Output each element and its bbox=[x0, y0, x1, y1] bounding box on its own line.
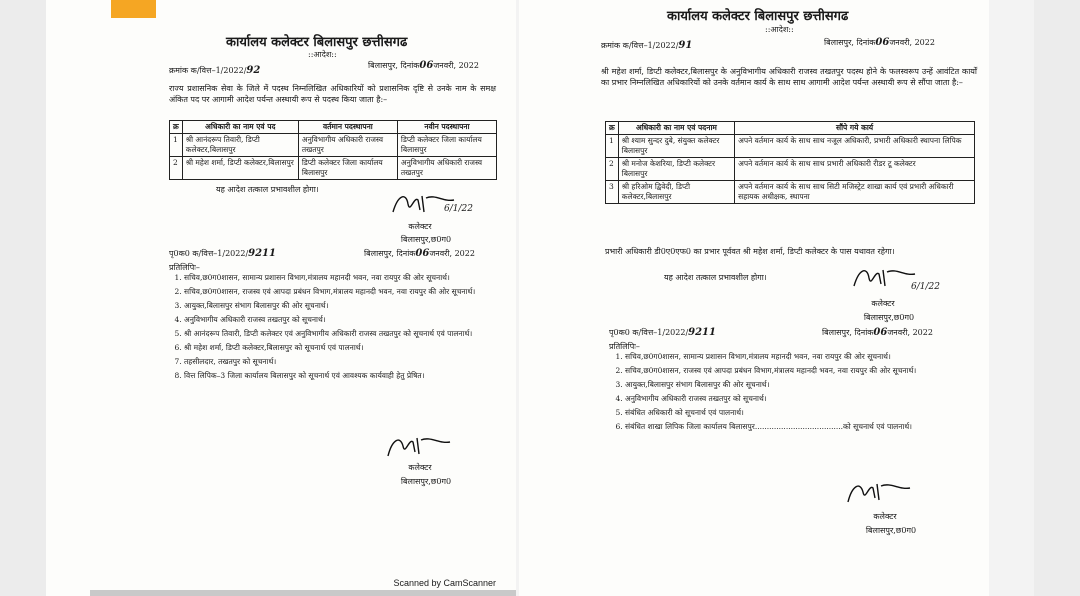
cell: 3 bbox=[606, 181, 619, 204]
signature-image-2 bbox=[844, 478, 914, 506]
signature-image-2 bbox=[384, 432, 454, 460]
list-item: 3. आयुक्त,बिलासपुर संभाग बिलासपुर की ओर सूचनार्थ। bbox=[625, 379, 975, 390]
cell: अनुविभागीय अधिकारी राजस्व तखतपुर bbox=[298, 134, 397, 157]
collector-place: बिलासपुर,छ0ग0 bbox=[863, 313, 915, 322]
list-item: 5. संबंधित अधिकारी को सूचनार्थ एवं पालनार्थ। bbox=[625, 407, 975, 418]
header-assigned-work: सौंपे गये कार्य bbox=[735, 122, 975, 135]
document-page-right bbox=[519, 0, 989, 596]
endorsement-date: बिलासपुर, दिनांक06जनवरी, 2022 bbox=[364, 248, 475, 259]
list-item: 2. सचिव,छ0ग0शासन, राजस्व एवं आपदा प्रबंधन विभाग,मंत्रालय महानदी भवन, नवा रायपुर की ओर सूचनार्थ। bbox=[184, 286, 506, 297]
order-number: क्रमांक क/वित्त–1/2022/92 bbox=[169, 65, 261, 76]
cell: श्री आनंदरूप तिवारी, डिप्टी कलेक्टर,बिलासपुर bbox=[182, 134, 298, 157]
cell: अपने वर्तमान कार्य के साथ साथ सिटी मजिस्ट्रेट शाखा कार्य एवं प्रभारी अधिकारी सहायक अधीक्षक, स्थापना bbox=[735, 181, 975, 204]
cell: श्री श्याम सुन्दर दुबे, संयुक्त कलेक्टर बिलासपुर bbox=[618, 135, 734, 158]
charge-note: प्रभारी अधिकारी डी0ए0एफ0 का प्रभार पूर्ववत श्री महेश शर्मा, डिप्टी कलेक्टर के पास यथावत रहेगा। bbox=[605, 247, 895, 256]
cell: अपने वर्तमान कार्य के साथ साथ प्रभारी अधिकारी रीडर टू कलेक्टर bbox=[735, 158, 975, 181]
collector-title-2: कलेक्टर bbox=[408, 463, 432, 472]
collector-title: कलेक्टर bbox=[408, 222, 432, 231]
officer-table bbox=[169, 120, 497, 180]
page-edge-bar bbox=[90, 590, 516, 596]
cell: श्री मनोज केशरिया, डिप्टी कलेक्टर बिलासपुर bbox=[618, 158, 734, 181]
adesh-label: ::आदेश:: bbox=[308, 50, 337, 59]
list-item: 6. श्री महेश शर्मा, डिप्टी कलेक्टर,बिलासपुर को सूचनार्थ एवं पालनार्थ। bbox=[184, 342, 506, 353]
cell: अनुविभागीय अधिकारी राजस्व तखतपुर bbox=[397, 157, 496, 180]
signature-image bbox=[849, 264, 919, 292]
table-row bbox=[606, 158, 975, 181]
list-item: 4. अनुविभागीय अधिकारी राजस्व तखतपुर को सूचनार्थ। bbox=[625, 393, 975, 404]
collector-title: कलेक्टर bbox=[871, 299, 895, 308]
cell: 1 bbox=[606, 135, 619, 158]
collector-place-2: बिलासपुर,छ0ग0 bbox=[400, 477, 452, 486]
table-row bbox=[606, 181, 975, 204]
list-item: 7. तहसीलदार, तखतपुर को सूचनार्थ। bbox=[184, 356, 506, 367]
header-serial: क्र bbox=[606, 122, 619, 135]
table-header-row bbox=[170, 121, 497, 134]
header-serial: क्र bbox=[170, 121, 183, 134]
copy-to-list bbox=[611, 351, 975, 435]
document-page-left bbox=[46, 0, 516, 596]
list-item: 5. श्री आनंदरूप तिवारी, डिप्टी कलेक्टर एवं अनुविभागीय अधिकारी राजस्व तखतपुर को सूचनार्थ एवं पालनार्थ। bbox=[184, 328, 506, 339]
background-right bbox=[1034, 0, 1080, 596]
order-date: बिलासपुर, दिनांक06जनवरी, 2022 bbox=[824, 37, 935, 48]
list-item: 2. सचिव,छ0ग0शासन, राजस्व एवं आपदा प्रबंधन विभाग,मंत्रालय महानदी भवन, नवा रायपुर की ओर सूचनार्थ। bbox=[625, 365, 975, 376]
scanner-watermark: Scanned by CamScanner bbox=[393, 578, 496, 588]
list-item: 6. संबंधित शाखा लिपिक जिला कार्यालय बिलासपुर.....................................को सूचनार्थ एवं पालनार्थ। bbox=[625, 421, 975, 432]
collector-place: बिलासपुर,छ0ग0 bbox=[400, 235, 452, 244]
collector-title-2: कलेक्टर bbox=[873, 512, 897, 521]
endorsement-number: पृ0क0 क/वित्त–1/2022/9211 bbox=[609, 327, 716, 338]
adesh-label: ::आदेश:: bbox=[765, 25, 794, 34]
cell: 1 bbox=[170, 134, 183, 157]
collector-place-2: बिलासपुर,छ0ग0 bbox=[865, 526, 917, 535]
sticky-note bbox=[111, 0, 156, 18]
cell: श्री महेश शर्मा, डिप्टी कलेक्टर,बिलासपुर bbox=[182, 157, 298, 180]
effect-statement: यह आदेश तत्काल प्रभावशील होगा। bbox=[216, 185, 319, 194]
copy-to-list bbox=[170, 272, 506, 384]
header-name: अधिकारी का नाम एवं पदनाम bbox=[618, 122, 734, 135]
order-paragraph: श्री महेश शर्मा, डिप्टी कलेक्टर,बिलासपुर के अनुविभागीय अधिकारी राजस्व तखतपुर पदस्थ होने के फलस्वरूप उन्हें आवंटित कार्यों का प्रभार निम्नलिखित अधिकारियों को उनके वर्तमान कार्य के साथ साथ आगामी आदेश पर्यन्त अस्थायी रूप से सौंपा जाता है:– bbox=[601, 67, 977, 87]
list-item: 1. सचिव,छ0ग0शासन, सामान्य प्रशासन विभाग,मंत्रालय महानदी भवन, नवा रायपुर की ओर सूचनार्थ। bbox=[625, 351, 975, 362]
office-title: कार्यालय कलेक्टर बिलासपुर छत्तीसगढ bbox=[667, 9, 849, 24]
order-date: बिलासपुर, दिनांक06जनवरी, 2022 bbox=[368, 60, 479, 71]
signature-date: 6/1/22 bbox=[444, 204, 473, 214]
effect-statement: यह आदेश तत्काल प्रभावशील होगा। bbox=[664, 273, 767, 282]
copy-to-label: प्रतिलिपिः– bbox=[169, 263, 200, 272]
charge-table bbox=[605, 121, 975, 204]
office-title: कार्यालय कलेक्टर बिलासपुर छत्तीसगढ bbox=[226, 35, 408, 50]
cell: 2 bbox=[606, 158, 619, 181]
header-name: अधिकारी का नाम एवं पद bbox=[182, 121, 298, 134]
list-item: 1. सचिव,छ0ग0शासन, सामान्य प्रशासन विभाग,मंत्रालय महानदी भवन, नवा रायपुर की ओर सूचनार्थ। bbox=[184, 272, 506, 283]
header-new: नवीन पदस्थापना bbox=[397, 121, 496, 134]
cell: श्री हरिओम द्विवेदी, डिप्टी कलेक्टर,बिलासपुर bbox=[618, 181, 734, 204]
list-item: 3. आयुक्त,बिलासपुर संभाग बिलासपुर की ओर सूचनार्थ। bbox=[184, 300, 506, 311]
cell: 2 bbox=[170, 157, 183, 180]
background-left bbox=[0, 0, 46, 596]
signature-date: 6/1/22 bbox=[911, 282, 940, 292]
order-paragraph: राज्य प्रशासनिक सेवा के जिले में पदस्थ निम्नलिखित अधिकारियों को प्रशासनिक दृष्टि से उनके नाम के समक्ष अंकित पद पर आगामी आदेश पर्यन्त अस्थायी रूप से पदस्थ किया जाता है:– bbox=[169, 84, 496, 104]
copy-to-label: प्रतिलिपिः– bbox=[609, 342, 640, 351]
endorsement-date: बिलासपुर, दिनांक06जनवरी, 2022 bbox=[822, 327, 933, 338]
table-row bbox=[606, 135, 975, 158]
table-row bbox=[170, 134, 497, 157]
list-item: 4. अनुविभागीय अधिकारी राजस्व तखतपुर को सूचनार्थ। bbox=[184, 314, 506, 325]
list-item: 8. वित्त लिपिक–3 जिला कार्यालय बिलासपुर को सूचनार्थ एवं आवश्यक कार्यवाही हेतु प्रेषित। bbox=[184, 370, 506, 381]
table-header-row bbox=[606, 122, 975, 135]
cell: अपने वर्तमान कार्य के साथ साथ नजूल अधिकारी, प्रभारी अधिकारी स्थापना लिपिक bbox=[735, 135, 975, 158]
endorsement-number: पृ0क0 क/वित्त–1/2022/9211 bbox=[169, 248, 276, 259]
cell: डिप्टी कलेक्टर जिला कार्यालय बिलासपुर bbox=[397, 134, 496, 157]
cell: डिप्टी कलेक्टर जिला कार्यालय बिलासपुर bbox=[298, 157, 397, 180]
order-number: क्रमांक क/वित्त–1/2022/91 bbox=[601, 40, 693, 51]
header-current: वर्तमान पदस्थापना bbox=[298, 121, 397, 134]
table-row bbox=[170, 157, 497, 180]
